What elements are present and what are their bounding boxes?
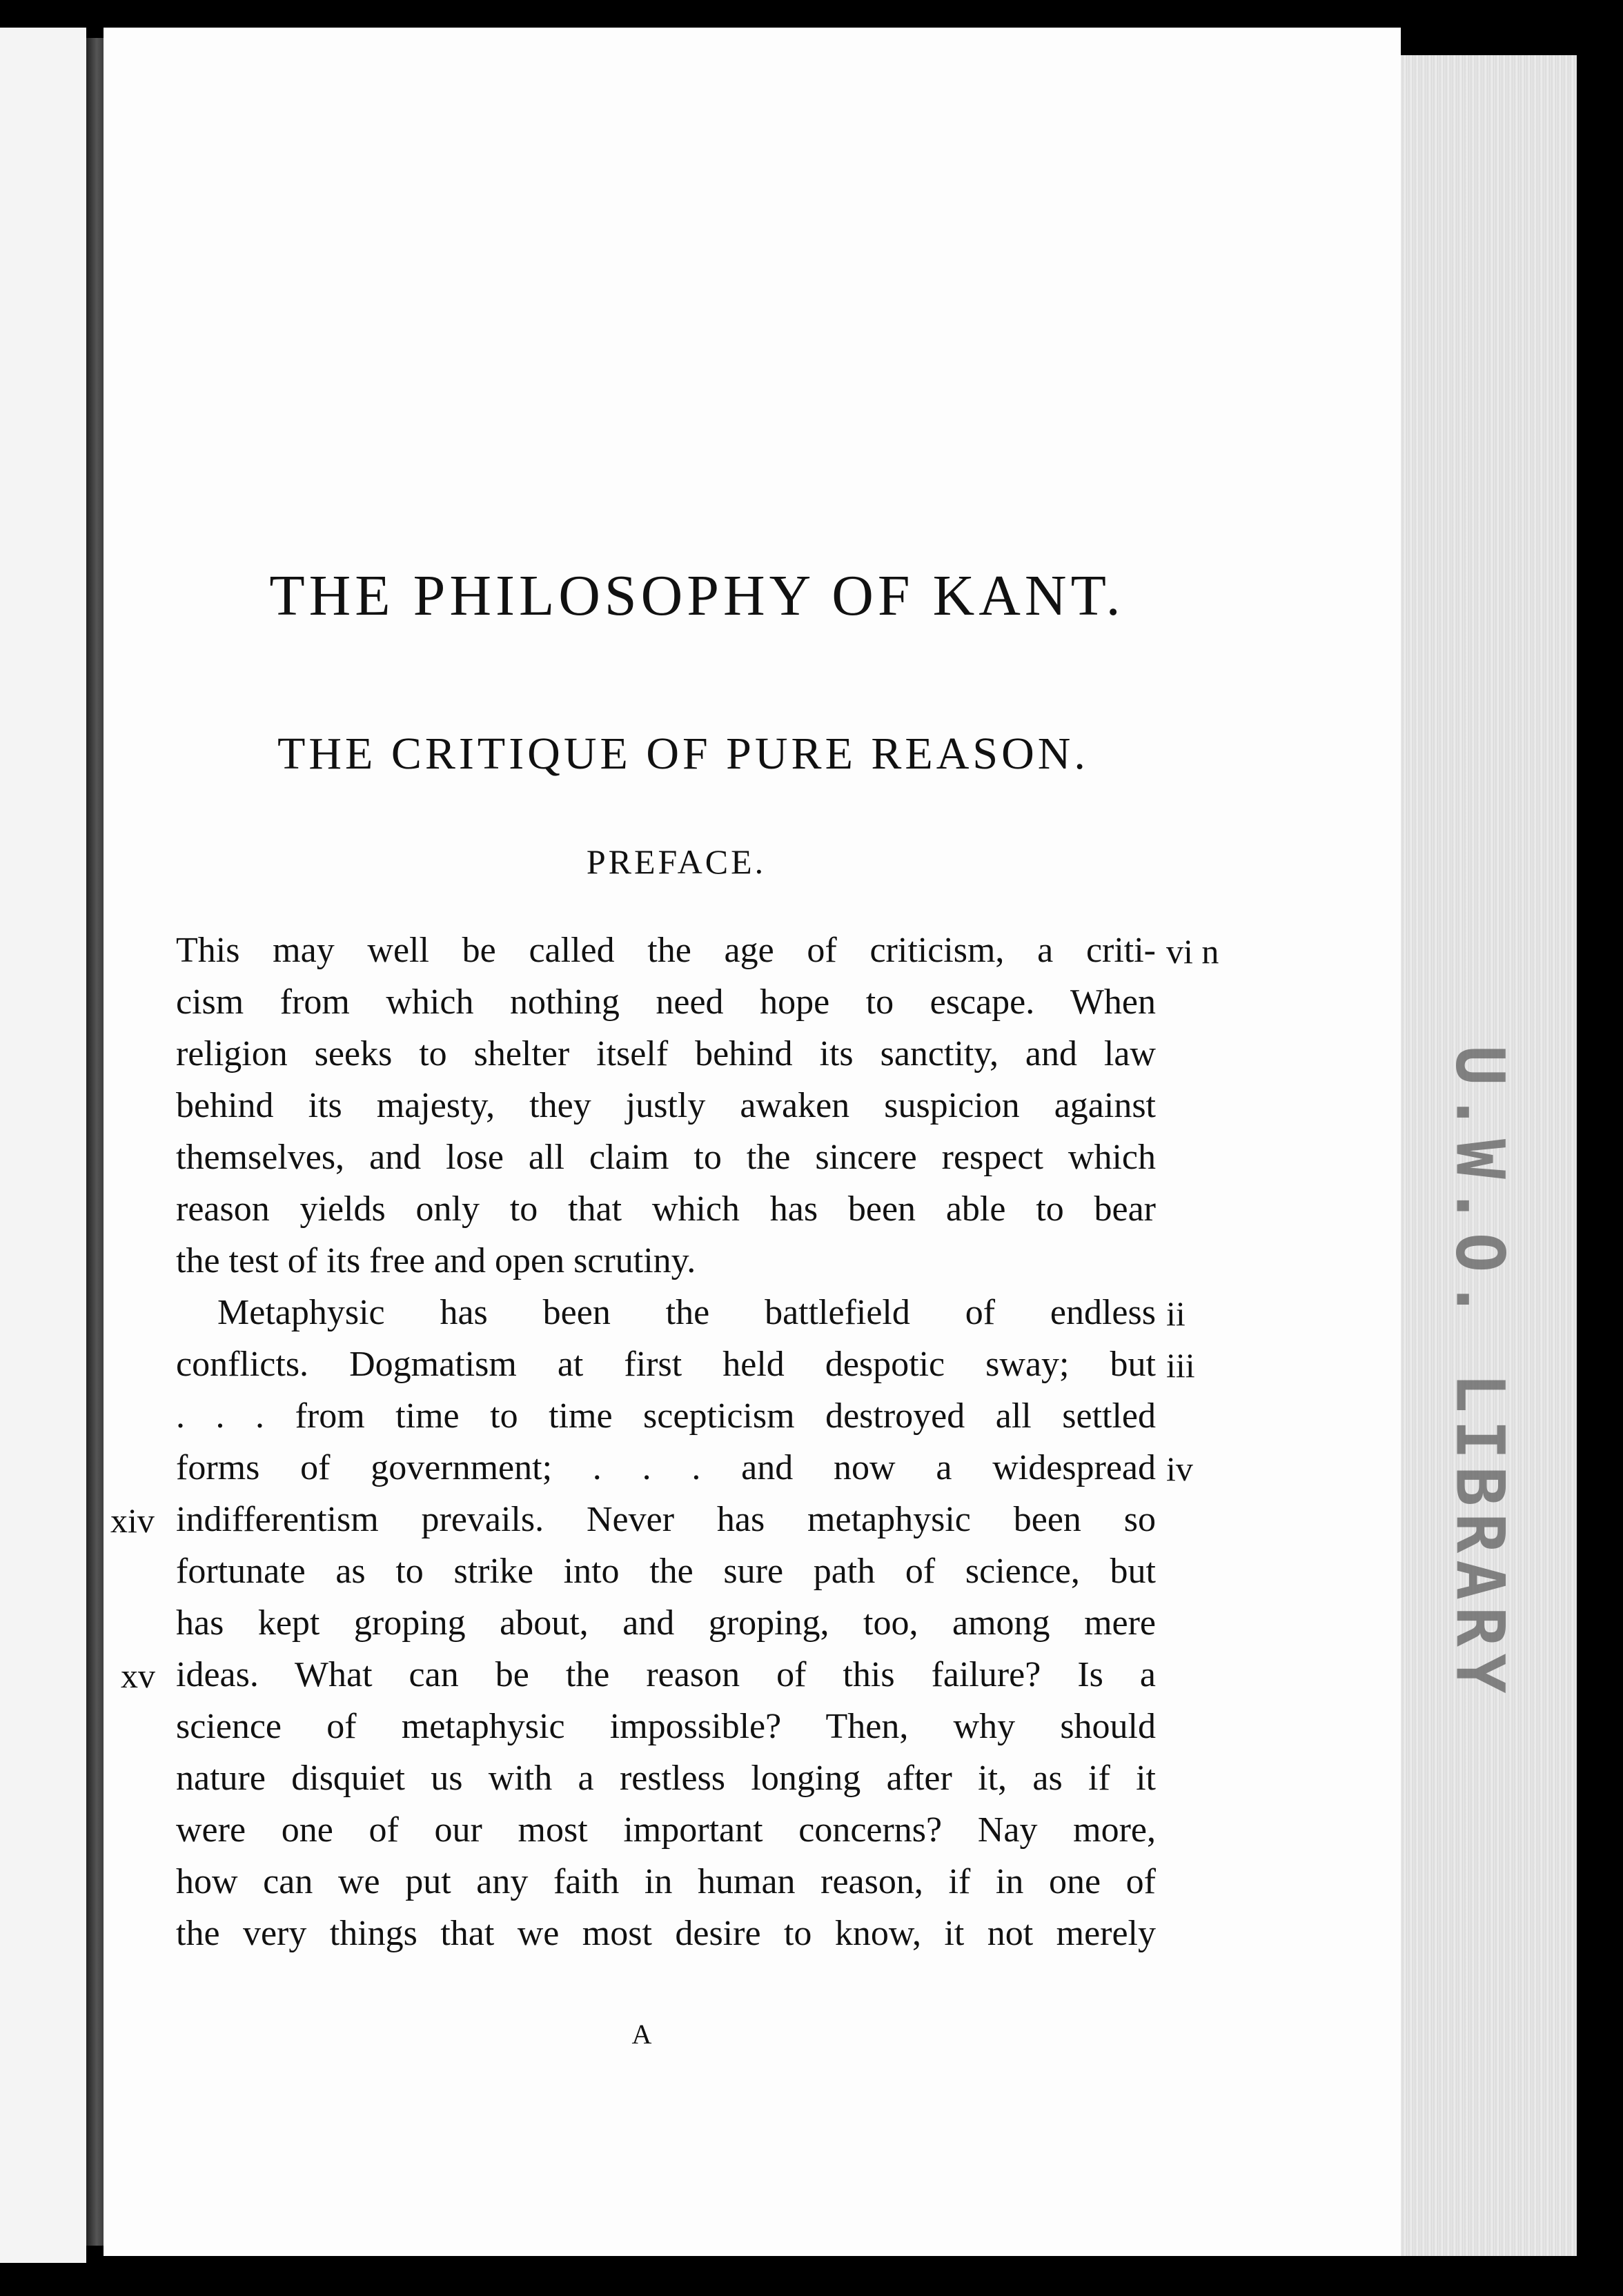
text-line: how can we put any faith in human reason, if in one of	[176, 1862, 1156, 1901]
margin-reference-iii: iii	[1166, 1346, 1195, 1385]
text-line: Metaphysic has been the battlefield of endless	[217, 1293, 1156, 1332]
margin-reference-vi-n: vi n	[1166, 932, 1219, 971]
text-line: reason yields only to that which has been able to bear	[176, 1189, 1156, 1229]
section-title: THE CRITIQUE OF PURE REASON.	[277, 729, 1089, 779]
margin-reference-xv: xv	[121, 1656, 155, 1695]
text-line: themselves, and lose all claim to the sincere respect which	[176, 1138, 1156, 1177]
text-line: indifferentism prevails. Never has metaphysic been so	[176, 1500, 1156, 1539]
text-line: behind its majesty, they justly awaken suspicion against	[176, 1086, 1156, 1125]
text-line: were one of our most important concerns? Nay more,	[176, 1810, 1156, 1850]
preface-text	[176, 924, 1156, 1959]
text-line: ideas. What can be the reason of this failure? Is a	[176, 1655, 1156, 1694]
signature-mark: A	[631, 2019, 652, 2050]
text-line: conflicts. Dogmatism at first held despotic sway; but	[176, 1345, 1156, 1384]
library-stamp-text: U.W.O. LIBRARY	[1442, 1045, 1519, 1701]
text-line: religion seeks to shelter itself behind its sanctity, and law	[176, 1034, 1156, 1073]
text-line: has kept groping about, and groping, too, among mere	[176, 1603, 1156, 1643]
text-line: cism from which nothing need hope to escape. When	[176, 982, 1156, 1022]
text-line: science of metaphysic impossible? Then, why should	[176, 1707, 1156, 1746]
book-title: THE PHILOSOPHY OF KANT.	[269, 564, 1125, 628]
margin-reference-ii: ii	[1166, 1294, 1186, 1333]
text-line: This may well be called the age of criticism, a criti-	[176, 931, 1156, 970]
text-line: . . . from time to time scepticism destroyed all settled	[176, 1396, 1156, 1436]
margin-reference-xiv: xiv	[110, 1501, 155, 1540]
left-page-edge	[0, 28, 86, 2263]
text-line: fortunate as to strike into the sure path of science, but	[176, 1552, 1156, 1591]
text-line: the test of its free and open scrutiny.	[176, 1241, 696, 1280]
text-line: nature disquiet us with a restless longing after it, as if it	[176, 1759, 1156, 1798]
preface-heading: PREFACE.	[586, 842, 767, 881]
text-line: the very things that we most desire to know, it not merely	[176, 1914, 1156, 1953]
library-stamp	[1435, 1045, 1525, 1701]
margin-reference-iv: iv	[1166, 1449, 1193, 1488]
text-line: forms of government; . . . and now a widespread	[176, 1448, 1156, 1487]
